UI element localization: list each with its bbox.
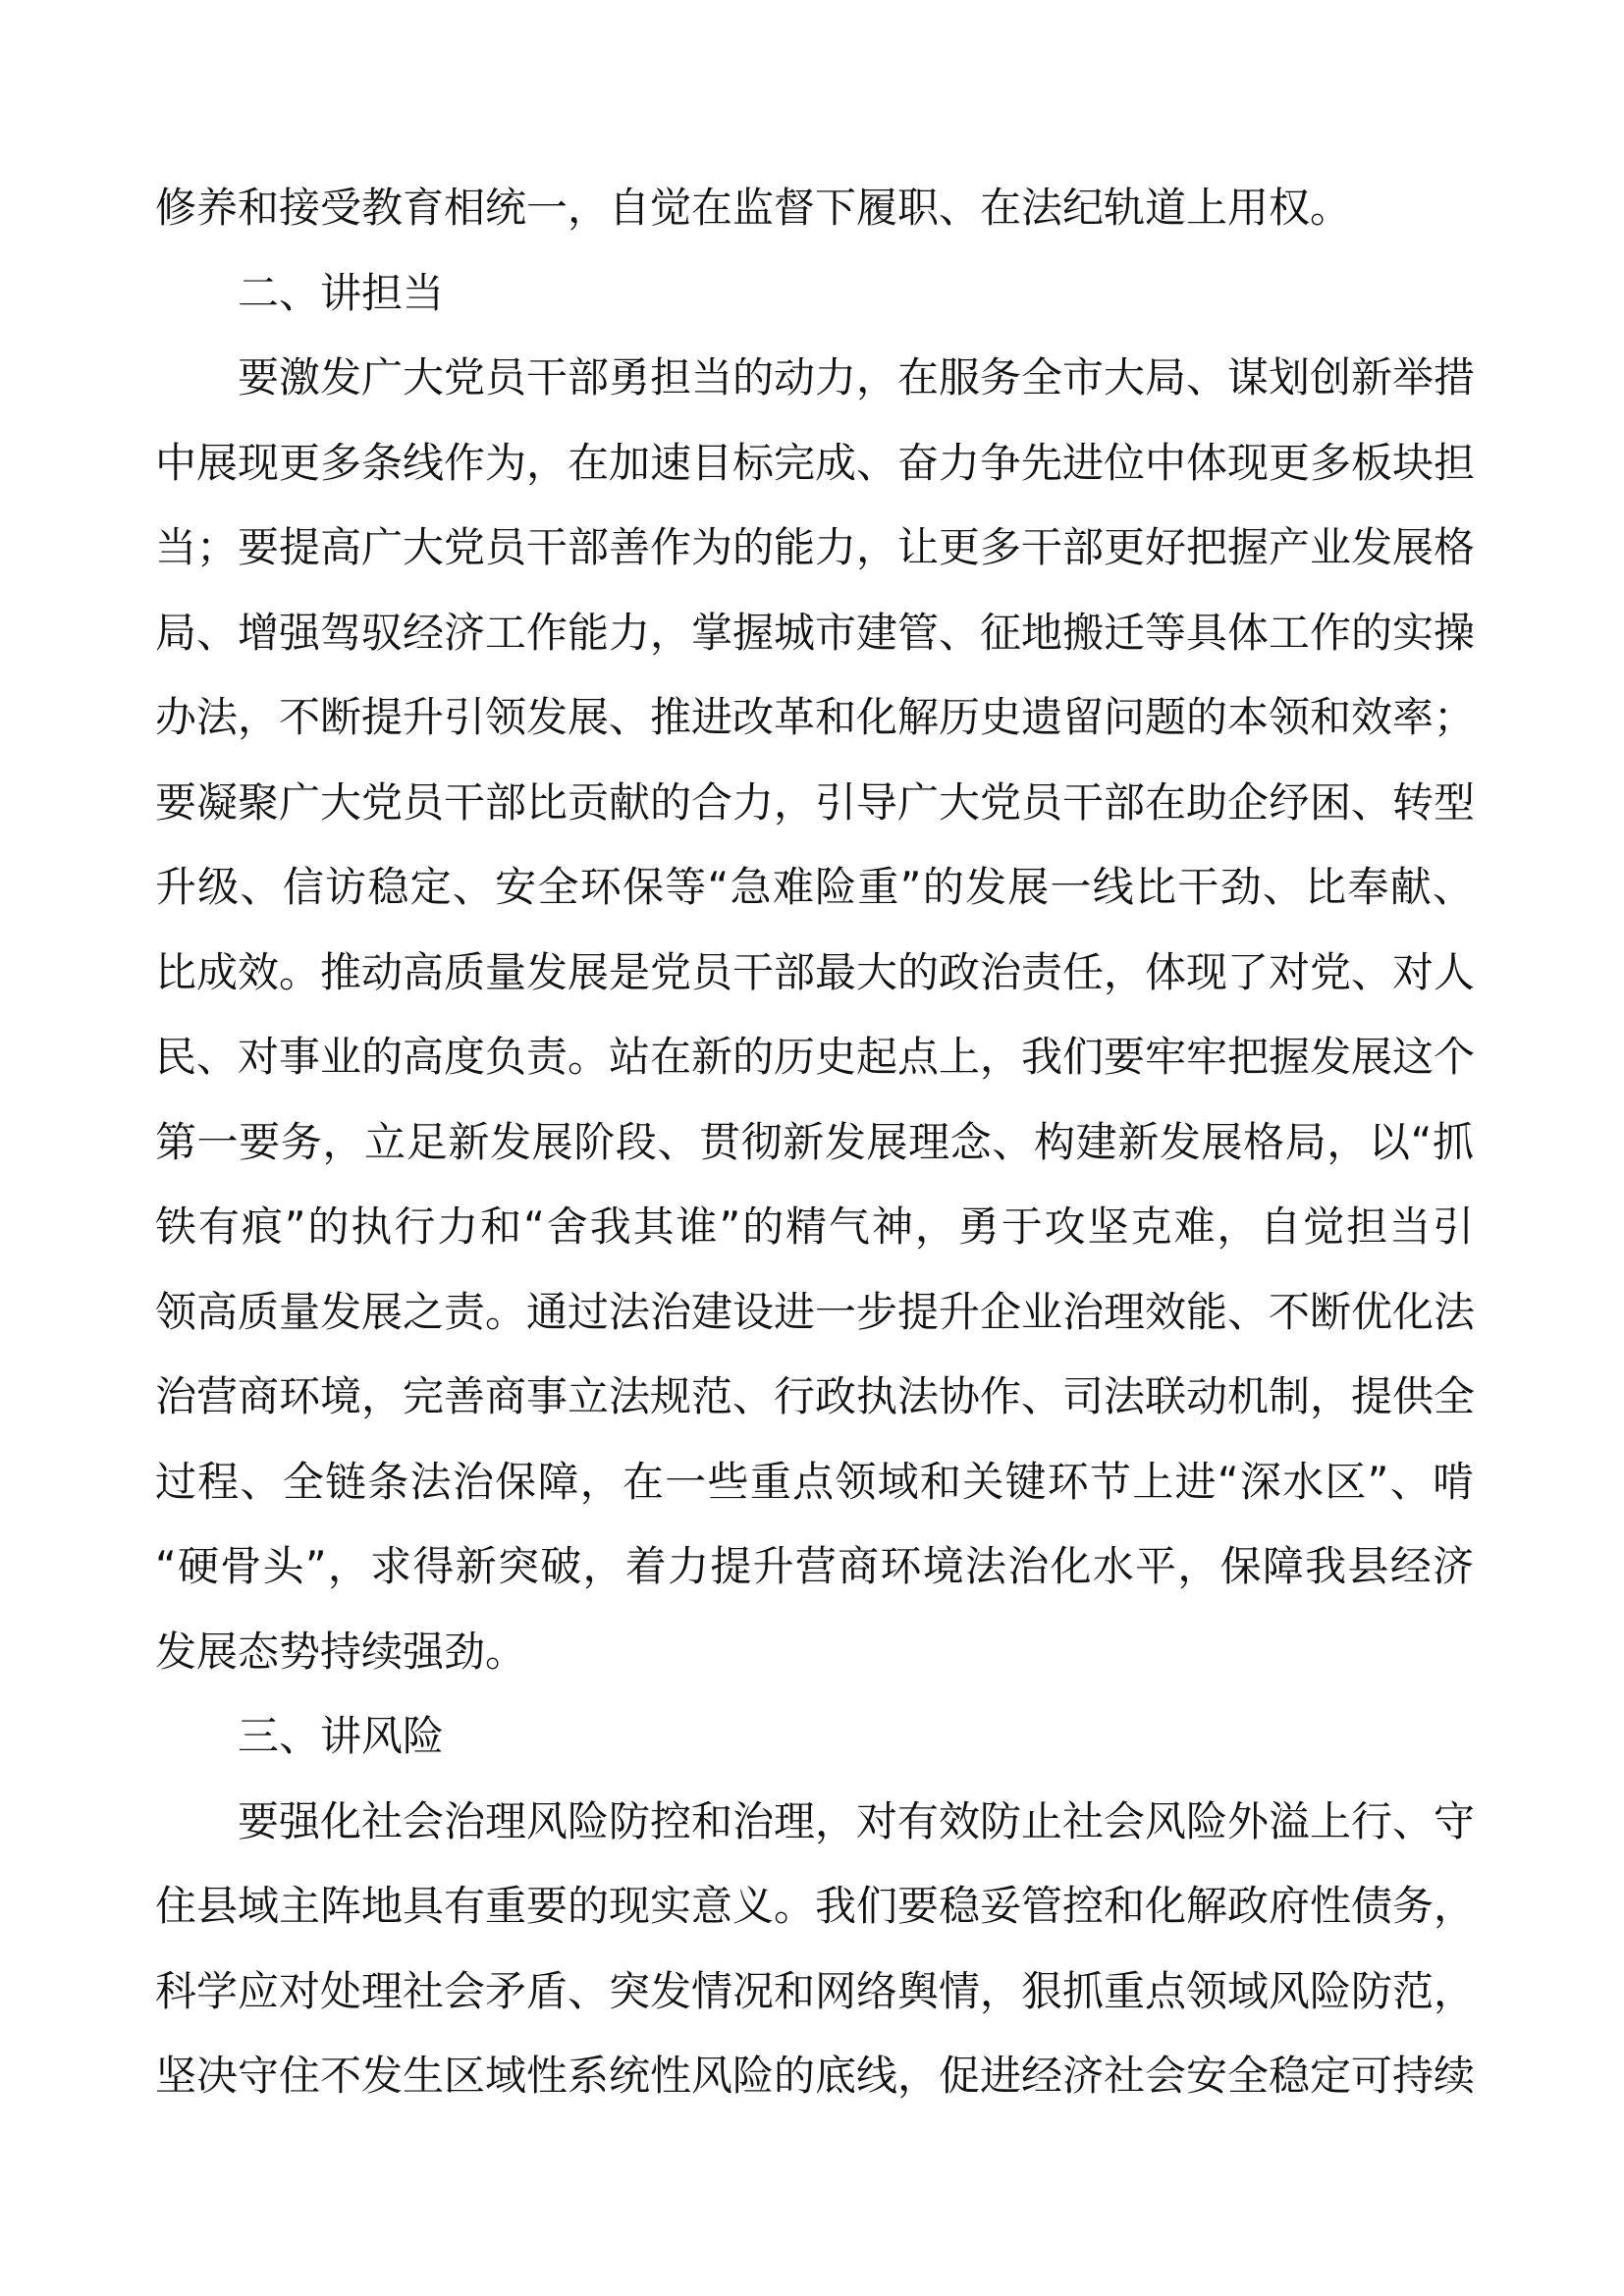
paragraph-line: 修养和接受教育相统一，自觉在监督下履职、在法纪轨道上用权。 — [155, 184, 1352, 232]
paragraph-line: “硬骨头”，求得新突破，着力提升营商环境法治化水平，保障我县经济 — [155, 1542, 1474, 1590]
paragraph-line: 住县域主阵地具有重要的现实意义。我们要稳妥管控和化解政府性债务， — [155, 1882, 1476, 1930]
paragraph-line: 第一要务，立足新发展阶段、贯彻新发展理念、构建新发展格局，以“抓 — [155, 1117, 1474, 1166]
paragraph — [155, 336, 1474, 1694]
paragraph-line: 要激发广大党员干部勇担当的动力，在服务全市大局、谋划创新举措 — [238, 353, 1476, 401]
paragraph — [155, 1780, 1474, 2119]
paragraph-line: 中展现更多条线作为，在加速目标完成、奋力争先进位中体现更多板块担 — [155, 438, 1476, 487]
section-heading: 二、讲担当 — [238, 268, 445, 317]
paragraph-line: 局、增强驾驭经济工作能力，掌握城市建管、征地搬迁等具体工作的实操 — [155, 608, 1476, 657]
paragraph — [155, 166, 1474, 251]
paragraph-line: 治营商环境，完善商事立法规范、行政执法协作、司法联动机制，提供全 — [155, 1372, 1476, 1420]
paragraph-line: 要强化社会治理风险防控和治理，对有效防止社会风险外溢上行、守 — [238, 1796, 1476, 1845]
section-heading: 三、讲风险 — [238, 1712, 445, 1760]
paragraph-line: 铁有痕”的执行力和“舍我其谁”的精气神，勇于攻坚克难，自觉担当引 — [155, 1202, 1474, 1251]
paragraph-line: 升级、信访稳定、安全环保等“急难险重”的发展一线比干劲、比奉献、 — [155, 863, 1474, 911]
paragraph-line: 坚决守住不发生区域性系统性风险的底线，促进经济社会安全稳定可持续 — [155, 2052, 1476, 2100]
paragraph-line: 发展态势持续强劲。 — [155, 1627, 527, 1676]
paragraph-line: 民、对事业的高度负责。站在新的历史起点上，我们要牢牢把握发展这个 — [155, 1033, 1476, 1081]
paragraph-line: 过程、全链条法治保障，在一些重点领域和关键环节上进“深水区”、啃 — [155, 1457, 1474, 1506]
paragraph-line: 当；要提高广大党员干部善作为的能力，让更多干部更好把握产业发展格 — [155, 523, 1476, 571]
paragraph-line: 领高质量发展之责。通过法治建设进一步提升企业治理效能、不断优化法 — [155, 1287, 1476, 1336]
paragraph-line: 办法，不断提升引领发展、推进改革和化解历史遗留问题的本领和效率； — [155, 693, 1476, 741]
paragraph-line: 比成效。推动高质量发展是党员干部最大的政治责任，体现了对党、对人 — [155, 947, 1476, 996]
paragraph-line: 要凝聚广大党员干部比贡献的合力，引导广大党员干部在助企纾困、转型 — [155, 777, 1476, 827]
paragraph-line: 科学应对处理社会矛盾、突发情况和网络舆情，狠抓重点领域风险防范， — [155, 1966, 1476, 2015]
document-page — [155, 166, 1474, 2119]
